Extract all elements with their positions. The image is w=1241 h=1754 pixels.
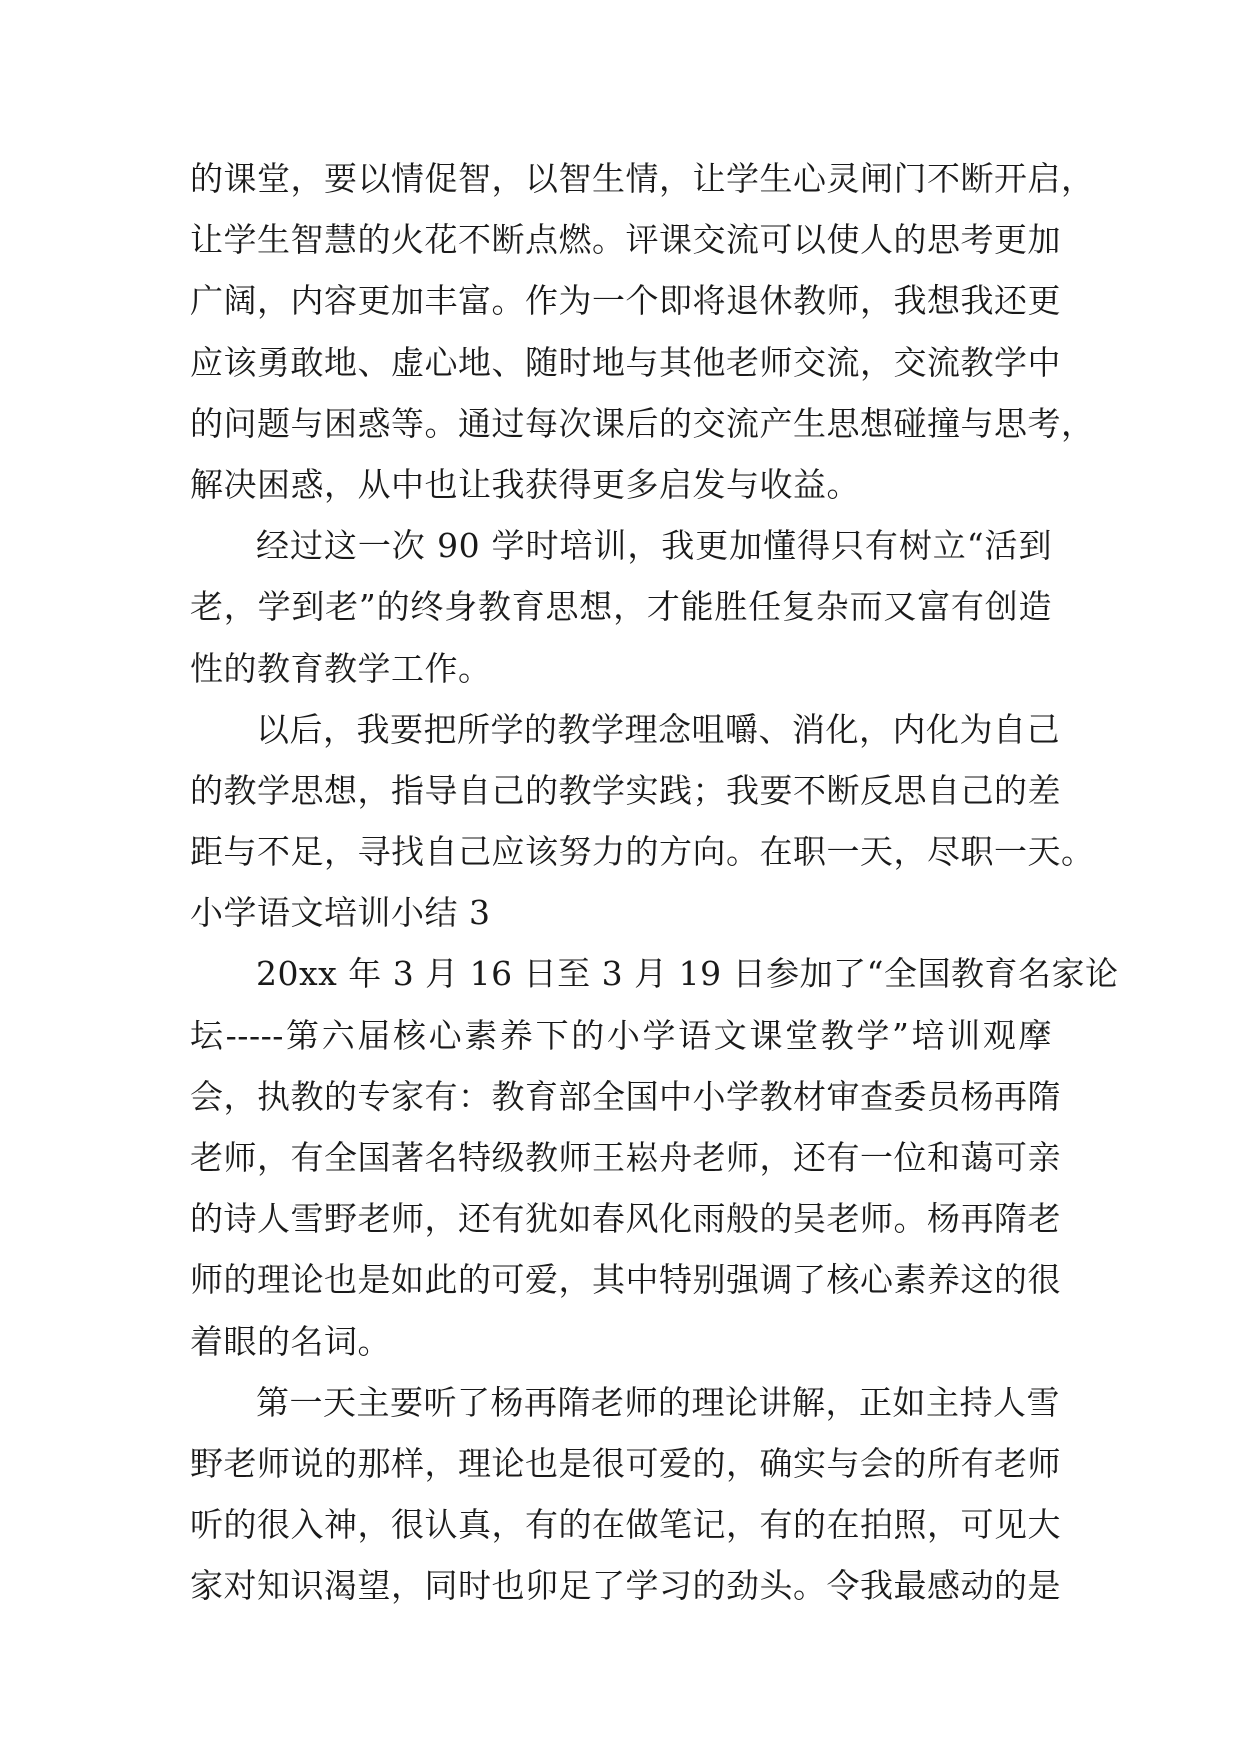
text-line: 老师，有全国著名特级教师王崧舟老师，还有一位和蔼可亲 bbox=[190, 1138, 1061, 1177]
text-line: 的问题与困惑等。通过每次课后的交流产生思想碰撞与思考， bbox=[190, 403, 1095, 443]
text-line: 的教学思想，指导自己的教学实践；我要不断反思自己的差 bbox=[190, 770, 1061, 810]
text-line: 性的教育教学工作。 bbox=[190, 648, 492, 688]
text-line: 的课堂，要以情促智，以智生情，让学生心灵闸门不断开启， bbox=[190, 159, 1095, 198]
text-line: 距与不足，寻找自己应该努力的方向。在职一天，尽职一天。 bbox=[190, 832, 1095, 872]
text-line: 家对知识渴望，同时也卯足了学习的劲头。令我最感动的是 bbox=[190, 1566, 1061, 1606]
text-line: 解决困惑，从中也让我获得更多启发与收益。 bbox=[190, 464, 860, 504]
text-line: 野老师说的那样，理论也是很可爱的，确实与会的所有老师 bbox=[190, 1443, 1061, 1483]
text-line: 着眼的名词。 bbox=[190, 1321, 391, 1361]
text-line: 让学生智慧的火花不断点燃。评课交流可以使人的思考更加 bbox=[190, 220, 1061, 260]
text-line: 20xx 年 3 月 16 日至 3 月 19 日参加了“全国教育名家论 bbox=[256, 954, 1119, 994]
text-line: 的诗人雪野老师，还有犹如春风化雨般的吴老师。杨再隋老 bbox=[190, 1199, 1061, 1239]
text-line: 听的很入神，很认真，有的在做笔记，有的在拍照，可见大 bbox=[190, 1505, 1061, 1545]
text-line: 小学语文培训小结 3 bbox=[190, 893, 491, 933]
document-body bbox=[190, 148, 1119, 1617]
text-line: 应该勇敢地、虚心地、随时地与其他老师交流，交流教学中 bbox=[190, 342, 1061, 382]
text-line: 经过这一次 90 学时培训，我更加懂得只有树立“活到 bbox=[256, 526, 1052, 566]
text-line: 以后，我要把所学的教学理念咀嚼、消化，内化为自己 bbox=[256, 709, 1060, 749]
text-line: 师的理论也是如此的可爱，其中特别强调了核心素养这的很 bbox=[190, 1260, 1061, 1300]
text-line: 坛-----第六届核心素养下的小学语文课堂教学”培训观摩 bbox=[190, 1015, 1052, 1055]
text-line: 会，执教的专家有：教育部全国中小学教材审查委员杨再隋 bbox=[190, 1076, 1061, 1116]
text-line: 老，学到老”的终身教育思想，才能胜任复杂而又富有创造 bbox=[190, 587, 1052, 627]
text-line: 广阔，内容更加丰富。作为一个即将退休教师，我想我还更 bbox=[190, 281, 1061, 321]
text-line: 第一天主要听了杨再隋老师的理论讲解，正如主持人雪 bbox=[256, 1382, 1060, 1422]
